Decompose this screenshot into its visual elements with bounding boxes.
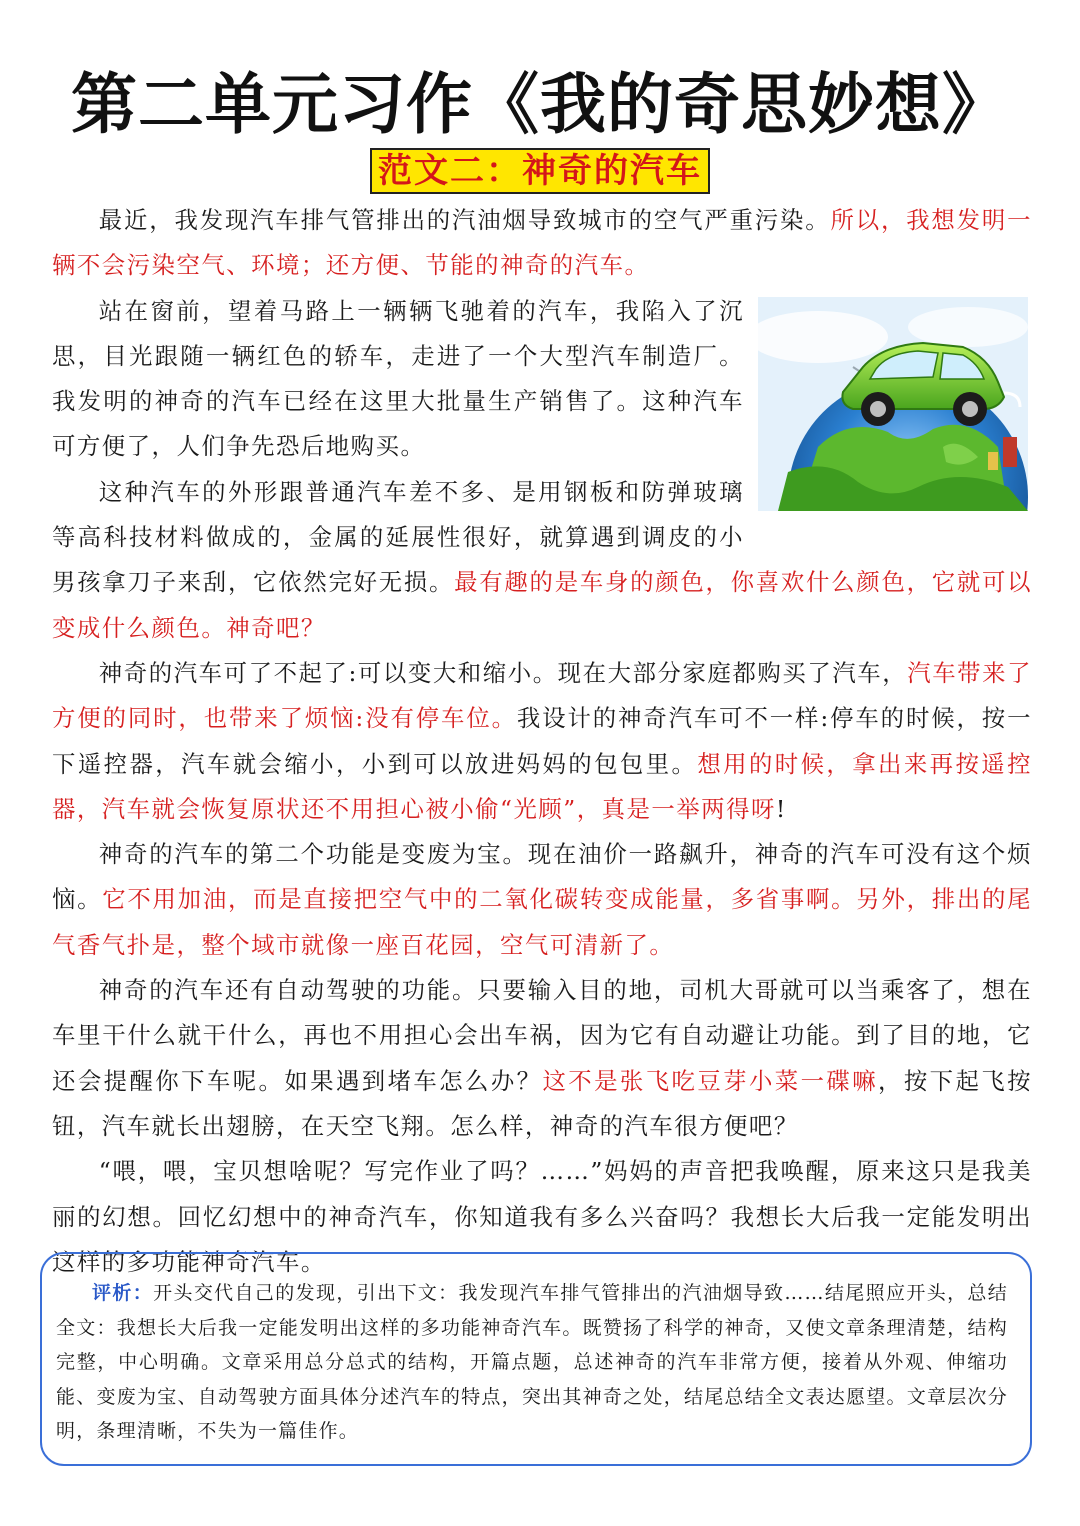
paragraph-6 xyxy=(52,968,1032,1149)
paragraph-1-highlight: 所以，我想发明一辆不会污染空气、环境；还方便、节能的神奇的汽车。 xyxy=(52,206,1033,280)
paragraph-2-text: 站在窗前，望着马路上一辆辆飞驰着的汽车，我陷入了沉思，目光跟随一辆红色的轿车，走进了一个大型汽车制造厂。我发明的神奇的汽车已经在这里大批量生产销售了。这种汽车可方便了，人们争先恐后地购买。 xyxy=(52,296,744,461)
paragraph-4-text-3: ! xyxy=(775,794,787,823)
paragraph-4-text-2: 我设计的神奇汽车可不一样:停车的时候，按一下遥控器，汽车就会缩小，小到可以放进妈妈的包包里。 xyxy=(52,704,1032,778)
essay-body xyxy=(52,198,1032,1285)
subtitle-container xyxy=(0,148,1080,194)
paragraph-5 xyxy=(52,832,1032,968)
essay-subtitle: 范文二：神奇的汽车 xyxy=(370,148,710,194)
paragraph-6-highlight: 这不是张飞吃豆芽小菜一碟嘛 xyxy=(542,1066,879,1095)
paragraph-3-text: 这种汽车的外形跟普通汽车差不多、是用钢板和防弹玻璃等高科技材料做成的，金属的延展性很好，就算遇到调皮的小男孩拿刀子来刮，它依然完好无损。 xyxy=(52,477,744,597)
paragraph-5-text: 神奇的汽车的第二个功能是变废为宝。现在油价一路飙升，神奇的汽车可没有这个烦恼。 xyxy=(52,840,1032,914)
analysis-text: 开头交代自己的发现，引出下文：我发现汽车排气管排出的汽油烟导致……结尾照应开头，总结全文：我想长大后我一定能发明出这样的多功能神奇汽车。既赞扬了科学的神奇，又使文章条理清楚，结构完整，中心明确。文章采用总分总式的结构，开篇点题，总述神奇的汽车非常方便，接着从外观、伸缩功能、变废为宝、自动驾驶方面具体分述汽车的特点，突出其神奇之处，结尾总结全文表达愿望。文章层次分明，条理清晰，不失为一篇佳作。 xyxy=(56,1282,1008,1442)
paragraph-6-text-1: 神奇的汽车还有自动驾驶的功能。只要输入目的地，司机大哥就可以当乘客了，想在车里干什么就干什么，再也不用担心会出车祸，因为它有自动避让功能。到了目的地，它还会提醒你下车呢。如果遇到堵车怎么办？ xyxy=(52,976,1032,1095)
car-globe-illustration xyxy=(758,297,1028,511)
paragraph-4-highlight-2: 想用的时候，拿出来再按遥控器，汽车就会恢复原状还不用担心被小偷“光顾”，真是一举两得呀 xyxy=(52,749,1032,823)
analysis-label: 评析： xyxy=(92,1282,154,1304)
analysis-box xyxy=(40,1252,1032,1466)
paragraph-7-text: “喂，喂，宝贝想啥呢？写完作业了吗？……”妈妈的声音把我唤醒，原来这只是我美丽的幻想。回忆幻想中的神奇汽车，你知道我有多么兴奋吗？我想长大后我一定能发明出这样的多功能神奇汽车。 xyxy=(52,1157,1032,1276)
page-title: 第二单元习作《我的奇思妙想》 xyxy=(71,66,1009,143)
paragraph-3-highlight: 最有趣的是车身的颜色，你喜欢什么颜色，它就可以变成什么颜色。神奇吧？ xyxy=(52,568,1033,642)
paragraph-4-text-1: 神奇的汽车可了不起了:可以变大和缩小。现在大部分家庭都购买了汽车， xyxy=(98,658,908,687)
paragraph-4-highlight-1: 汽车带来了方便的同时，也带来了烦恼:没有停车位。 xyxy=(52,658,1032,733)
green-car-globe-image xyxy=(758,297,1028,511)
paragraph-1 xyxy=(52,198,1032,289)
paragraph-6-text-2: ，按下起飞按钮，汽车就长出翅膀，在天空飞翔。怎么样，神奇的汽车很方便吧？ xyxy=(52,1066,1033,1140)
paragraph-2 xyxy=(52,289,1032,470)
paragraph-1-text: 最近，我发现汽车排气管排出的汽油烟导致城市的空气严重污染。 xyxy=(98,206,831,234)
paragraph-4 xyxy=(52,651,1032,832)
paragraph-5-highlight: 它不用加油，而是直接把空气中的二氧化碳转变成能量，多省事啊。另外，排出的尾气香气扑是，整个域市就像一座百花园，空气可清新了。 xyxy=(52,885,1033,959)
